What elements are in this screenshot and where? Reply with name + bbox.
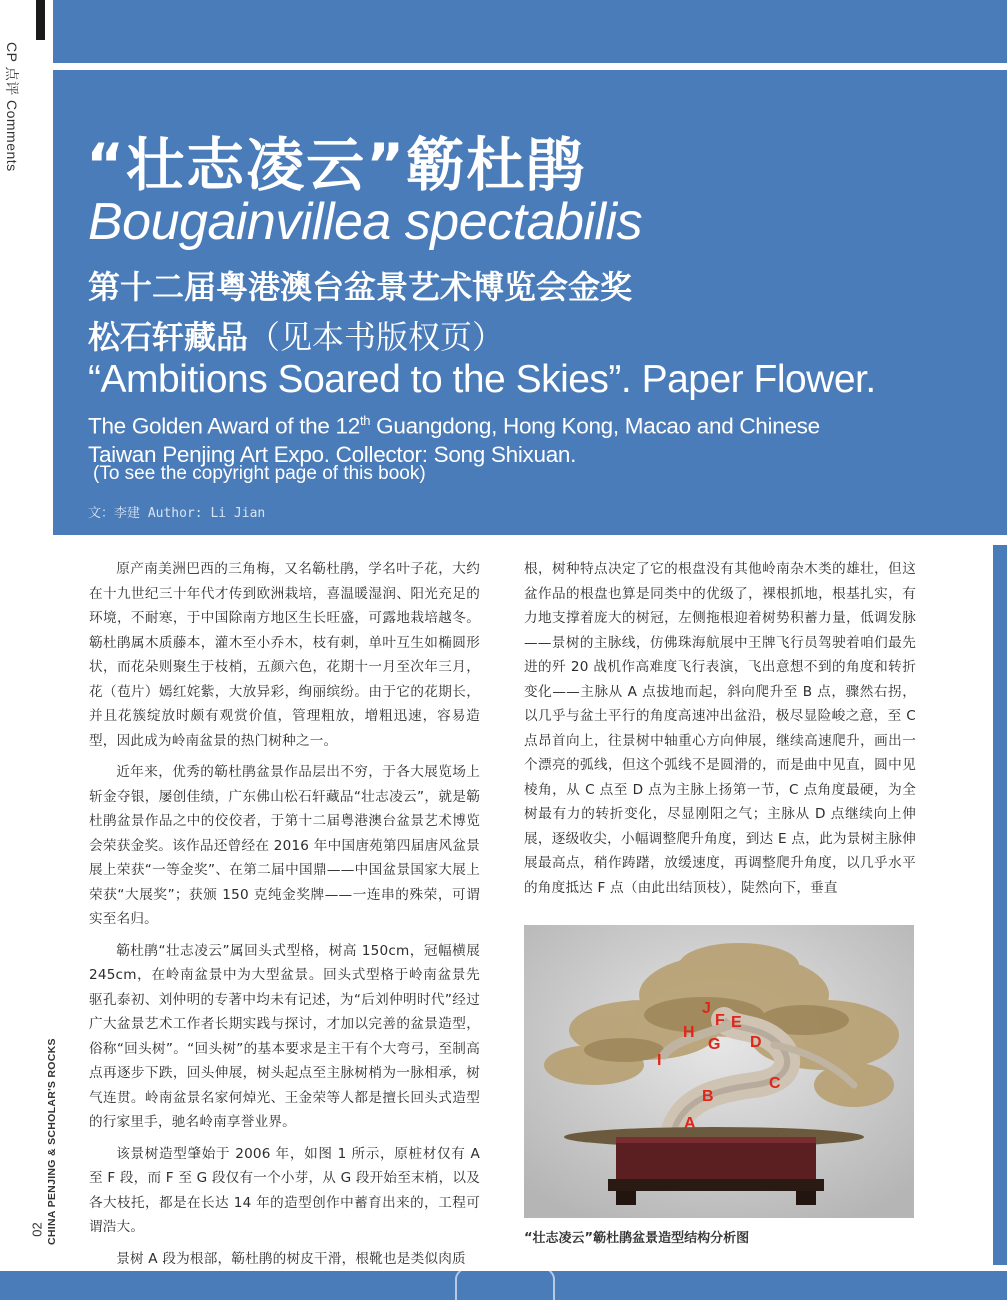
title-latin: Bougainvillea spectabilis — [88, 193, 643, 251]
publication-name: CHINA PENJING & SCHOLAR'S ROCKS — [46, 1038, 58, 1245]
paragraph: 近年来，优秀的簕杜鹃盆景作品层出不穷，于各大展览场上斩金夺银，屡创佳绩，广东佛山松石轩藏品“壮志凌云”，就是簕杜鹃盆景作品之中的佼佼者，于第十二届粤港澳台盆景艺术博览会荣获金奖。该作品还曾经在 2016 年中国唐苑第四届唐风盆景展上荣获“一等金奖”、在第二届中国鼎——中国盆景国家大展上荣获“大展奖”；获颁 150 克纯金奖牌——一连串的殊荣，可谓实至名归。 — [89, 764, 480, 927]
figure-caption: “壮志凌云”簕杜鹃盆景造型结构分析图 — [524, 1231, 750, 1246]
top-banner-strip — [53, 0, 1007, 63]
author-byline: 文：李建 Author: Li Jian — [88, 506, 266, 521]
paragraph: 簕杜鹃“壮志凌云”属回头式型格，树高 150cm，冠幅横展 245cm，在岭南盆景中为大型盆景。回头式型格于岭南盆景先驱孔泰初、刘仲明的专著中均未有记述，为“后刘仲明时代”经过广大盆景艺术工作者长期实践与探讨，才加以完善的盆景造型，俗称“回头树”。“回头树”的基本要求是主干有个大弯弓，至制高点再逐步下跌，回头伸展，树头起点至主脉树梢为一脉相承，树气连贯。岭南盆景名家何焯光、王金荣等人都是擅长回头式造型的行家里手，驰名岭南享誉业界。 — [89, 942, 480, 1130]
title-english: “Ambitions Soared to the Skies”. Paper Flower. — [88, 358, 876, 401]
award-english: The Golden Award of the 12th Guangdong, Hong Kong, Macao and Chinese Taiwan Penjing Art Expo. Collector: Song Shixuan. — [88, 413, 820, 467]
paragraph: 该景树造型肇始于 2006 年，如图 1 所示，原桩材仅有 A 至 F 段，而 F 至 G 段仅有一个小芽，从 G 段开始至末梢，以及各大枝托，都是在长达 14 年的造型创作中蓄育出来的，工程可谓浩大。 — [89, 1145, 480, 1235]
title-chinese: “壮志凌云”簕杜鹃 — [86, 131, 587, 199]
copyright-note: (To see the copyright page of this book) — [93, 463, 426, 484]
bonsai-tree-illustration — [524, 925, 914, 1218]
paragraph: 原产南美洲巴西的三角梅，又名簕杜鹃，学名叶子花，大约在十九世纪三十年代才传到欧洲栽培，喜温暖湿润、阳光充足的环境，不耐寒，于中国除南方地区生长旺盛，可露地栽培越冬。簕杜鹃属木质藤本，灌木至小乔木，枝有刺，单叶互生如椭圆形状，而花朵则聚生于枝梢，五颜六色，花期十一月至次年三月，花（苞片）嫣红姹紫，大放异彩，绚丽缤纷。由于它的花期长，并且花簇绽放时颇有观赏价值，管理粗放，增粗迅速，容易造型，因此成为岭南盆景的热门树种之一。 — [89, 561, 480, 749]
award-title-chinese: 第十二届粤港澳台盆景艺术博览会金奖 — [88, 268, 633, 306]
section-marker — [36, 0, 45, 40]
point-label: I — [657, 1052, 662, 1069]
collector-chinese: 松石轩藏品（见本书版权页） — [88, 318, 505, 356]
article-column-left — [89, 557, 480, 1271]
point-label: D — [750, 1034, 762, 1051]
bonsai-photo — [524, 925, 914, 1218]
point-label: E — [731, 1014, 742, 1031]
point-label: H — [683, 1024, 695, 1041]
page-number: 02 — [29, 1222, 45, 1237]
section-label: CP 点评 Comments — [4, 42, 20, 172]
paragraph: 根，树种特点决定了它的根盘没有其他岭南杂木类的雄壮，但这盆作品的根盘也算是同类中的优级了，裸根抓地，根基扎实，有力地支撑着庞大的树冠，左侧拖根迎着树势积蓄力量，低调发脉——景树的主脉线，仿佛珠海航展中王牌飞行员驾驶着咱们最先进的歼 20 战机作高难度飞行表演，飞出意想不到的角度和转折变化——主脉从 A 点拔地而起，斜向爬升至 B 点，骤然右拐，以几乎与盆土平行的角度高速冲出盆沿，极尽显险峻之意，至 C 点昂首向上，往景树中轴重心方向伸展，继续高速爬升，画出一个漂亮的弧线，但这个弧线不是圆滑的，而是曲中见直，圆中见棱角，从 C 点至 D 点为主脉上扬第一节，C 点角度最硬，为全树最有力的转折变化，尽显刚阳之气；主脉从 D 点继续向上伸展，逐级收尖，小幅调整爬升角度，到达 E 点，此为景树主脉伸展最高点，稍作踌躇，放缓速度，再调整爬升角度，以几乎水平的角度抵达 F 点（由此出结顶枝），陡然向下，垂直 — [524, 561, 916, 896]
right-edge-accent — [993, 545, 1007, 1265]
point-label: A — [684, 1115, 696, 1132]
point-label: B — [702, 1088, 714, 1105]
article-column-right — [524, 557, 916, 900]
paragraph: 景树 A 段为根部，簕杜鹃的树皮干滑，根靴也是类似肉质 — [116, 1250, 466, 1267]
point-label: F — [715, 1012, 725, 1029]
point-label: G — [708, 1036, 721, 1053]
point-label: C — [769, 1075, 781, 1092]
point-label: J — [702, 1000, 711, 1017]
watermark-seal — [455, 1258, 555, 1300]
